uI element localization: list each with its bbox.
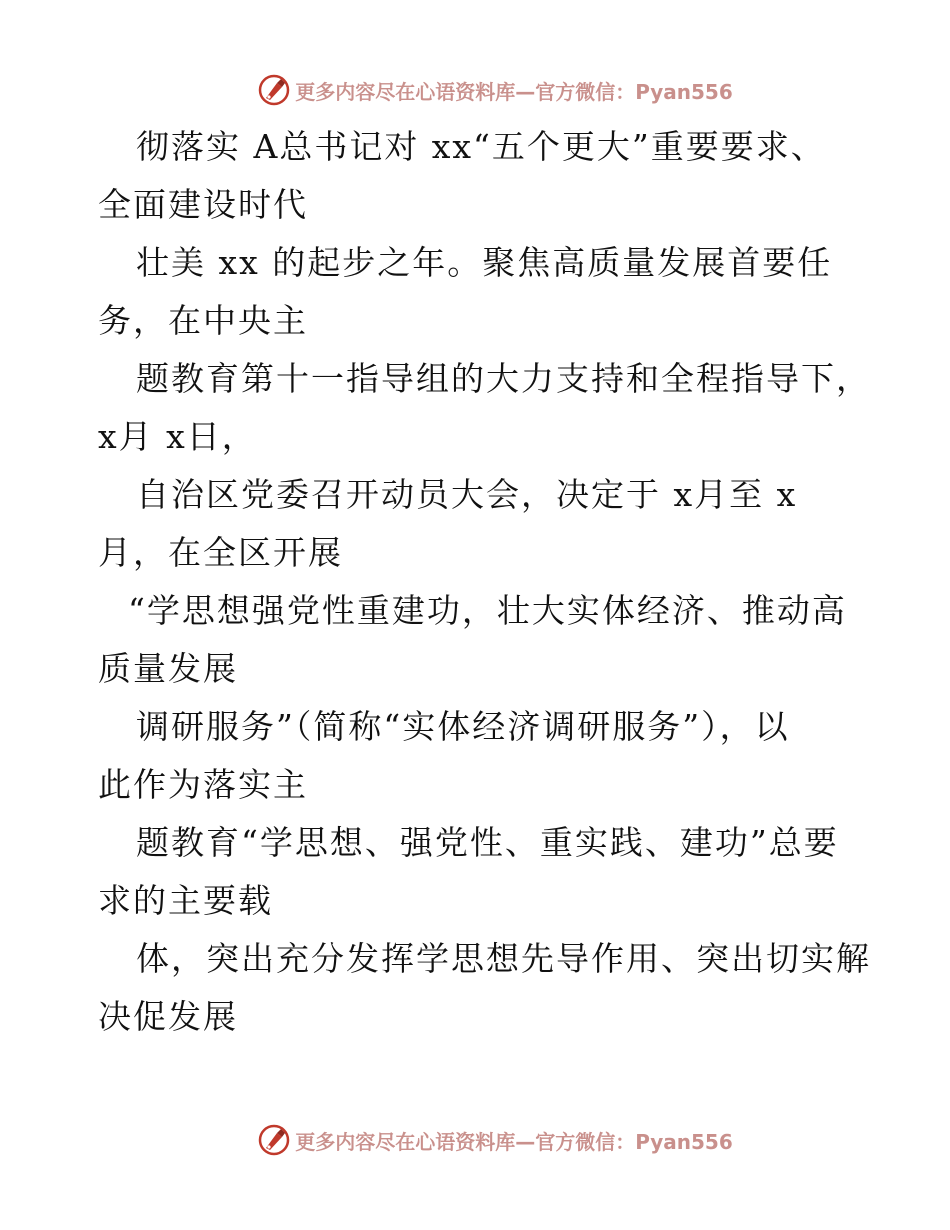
body-line: 月，在全区开展 [98,533,343,572]
body-line: 题教育第十一指导组的大力支持和全程指导下， [136,359,871,398]
body-line: 调研服务”（简称“实体经济调研服务”），以 [136,707,790,746]
body-line: 题教育“学思想、强党性、重实践、建功”总要 [136,823,839,862]
body-line: 彻落实 A总书记对 xx“五个更大”重要要求、 [136,127,826,166]
body-line: 全面建设时代 [98,185,308,224]
document-body [98,118,871,1046]
pen-nib-logo-icon [257,1123,291,1157]
body-line: x月 x日， [98,417,257,456]
footer-watermark-banner [0,1120,950,1160]
body-line: 壮美 xx 的起步之年。聚焦高质量发展首要任 [136,243,833,282]
footer-watermark-text: 更多内容尽在心语资料库—官方微信：Pyan556 [295,1129,733,1154]
body-line: “学思想强党性重建功，壮大实体经济、推动高 [128,591,847,630]
body-line: 质量发展 [98,649,238,688]
pen-nib-logo-icon [257,73,291,107]
body-line: 自治区党委召开动员大会，决定于 x月至 x [136,475,798,514]
header-watermark-banner [0,70,950,110]
body-line: 求的主要载 [98,881,273,920]
body-line: 务，在中央主 [98,301,308,340]
header-watermark-text: 更多内容尽在心语资料库—官方微信：Pyan556 [295,79,733,104]
body-line: 此作为落实主 [98,765,308,804]
body-line: 决促发展 [98,997,238,1036]
body-line: 体，突出充分发挥学思想先导作用、突出切实解 [136,939,871,978]
